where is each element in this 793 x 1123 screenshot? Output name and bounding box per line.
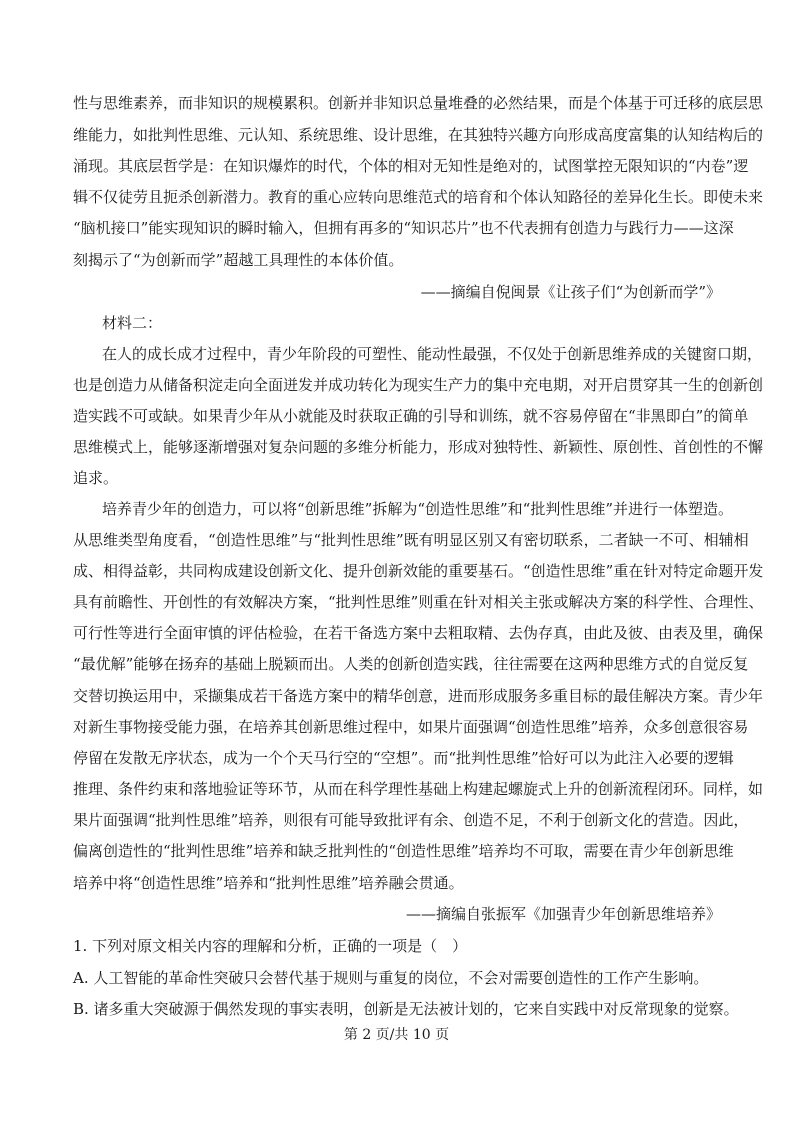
material2-heading: 材料二：	[102, 314, 163, 332]
material2-para2-line: “最优解”能够在扬弃的基础上脱颖而出。人类的创新创造实践，往往需要在这两种思维方式的自觉反复	[73, 655, 749, 673]
page-footer: 第 2 页/共 10 页	[343, 1027, 450, 1043]
material1-line: 性与思维素养，而非知识的规模累积。创新并非知识总量堆叠的必然结果，而是个体基于可迁移的底层思	[73, 94, 764, 112]
material2-para2-line: 培养中将“创造性思维”培养和“批判性思维”培养融会贯通。	[73, 874, 464, 892]
material2-para2-line: 培养青少年的创造力，可以将“创新思维”拆解为“创造性思维”和“批判性思维”并进行一体塑造。	[102, 500, 734, 518]
material1-line: 涌现。其底层哲学是：在知识爆炸的时代，个体的相对无知性是绝对的，试图掌控无限知识的“内卷”逻	[73, 157, 749, 175]
material2-para2-line: 停留在发散无序状态，成为一个个天马行空的“空想”。而“批判性思维”恰好可以为此注入必要的逻辑	[73, 749, 734, 767]
question-1-stem: 1. 下列对原文相关内容的理解和分析，正确的一项是（ ）	[73, 937, 468, 955]
material1-line: “脑机接口”能实现知识的瞬时输入，但拥有再多的“知识芯片”也不代表拥有创造力与践行力——这深	[73, 219, 734, 237]
source-citation-1: ——摘编自倪闽景《让孩子们“为创新而学”》	[420, 283, 721, 301]
material2-para2-line: 成、相得益彰，共同构成建设创新文化、提升创新效能的重要基石。“创造性思维”重在针对特定命题开发	[73, 562, 764, 580]
source-citation-2: ——摘编自张振军《加强青少年创新思维培养》	[405, 905, 721, 923]
material2-para2-line: 从思维类型角度看，“创造性思维”与“批判性思维”既有明显区别又有密切联系，二者缺一不可、相辅相	[73, 531, 749, 549]
material2-para2-line: 推理、条件约束和落地验证等环节，从而在科学理性基础上构建起螺旋式上升的创新流程闭环。同样，如	[73, 780, 764, 798]
material2-para1-line: 追求。	[73, 469, 119, 487]
material2-para2-line: 果片面强调“批判性思维”培养，则很有可能导致批评有余、创造不足，不利于创新文化的营造。因此，	[73, 811, 749, 829]
material2-para1-line: 造实践不可或缺。如果青少年从小就能及时获取正确的引导和训练，就不容易停留在“非黑即白”的简单	[73, 407, 749, 425]
material2-para2-line: 具有前瞻性、开创性的有效解决方案，“批判性思维”则重在针对相关主张或解决方案的科学性、合理性、	[73, 593, 764, 611]
material2-para2-line: 可行性等进行全面审慎的评估检验，在若干备选方案中去粗取精、去伪存真，由此及彼、由表及里，确保	[73, 624, 764, 642]
material1-line: 刻揭示了“为创新而学”超越工具理性的本体价值。	[73, 251, 404, 269]
material2-para2-line: 交替切换运用中，采撷集成若干备选方案中的精华创意，进而形成服务多重目标的最佳解决方案。青少年	[73, 687, 764, 705]
question-1-option-b: B. 诸多重大突破源于偶然发现的事实表明，创新是无法被计划的，它来自实践中对反常现象的觉察。	[73, 1000, 739, 1018]
question-1-option-a: A. 人工智能的革命性突破只会替代基于规则与重复的岗位，不会对需要创造性的工作产生影响。	[73, 969, 709, 987]
material1-line: 辑不仅徒劳且扼杀创新潜力。教育的重心应转向思维范式的培育和个体认知路径的差异化生长。即使未来	[73, 188, 764, 206]
material2-para1-line: 也是创造力从储备积淀走向全面迸发并成功转化为现实生产力的集中充电期，对开启贯穿其一生的创新创	[73, 376, 764, 394]
material2-para1-line: 思维模式上，能够逐渐增强对复杂问题的多维分析能力，形成对独特性、新颖性、原创性、首创性的不懈	[73, 438, 764, 456]
material2-para2-line: 对新生事物接受能力强，在培养其创新思维过程中，如果片面强调“创造性思维”培养，众多创意很容易	[73, 718, 749, 736]
material1-line: 维能力，如批判性思维、元认知、系统思维、设计思维，在其独特兴趣方向形成高度富集的认知结构后的	[73, 126, 764, 144]
material2-para1-line: 在人的成长成才过程中，青少年阶段的可塑性、能动性最强，不仅处于创新思维养成的关键窗口期，	[102, 345, 763, 363]
material2-para2-line: 偏离创造性的“批判性思维”培养和缺乏批判性的“创造性思维”培养均不可取，需要在青少年创新思维	[73, 842, 734, 860]
